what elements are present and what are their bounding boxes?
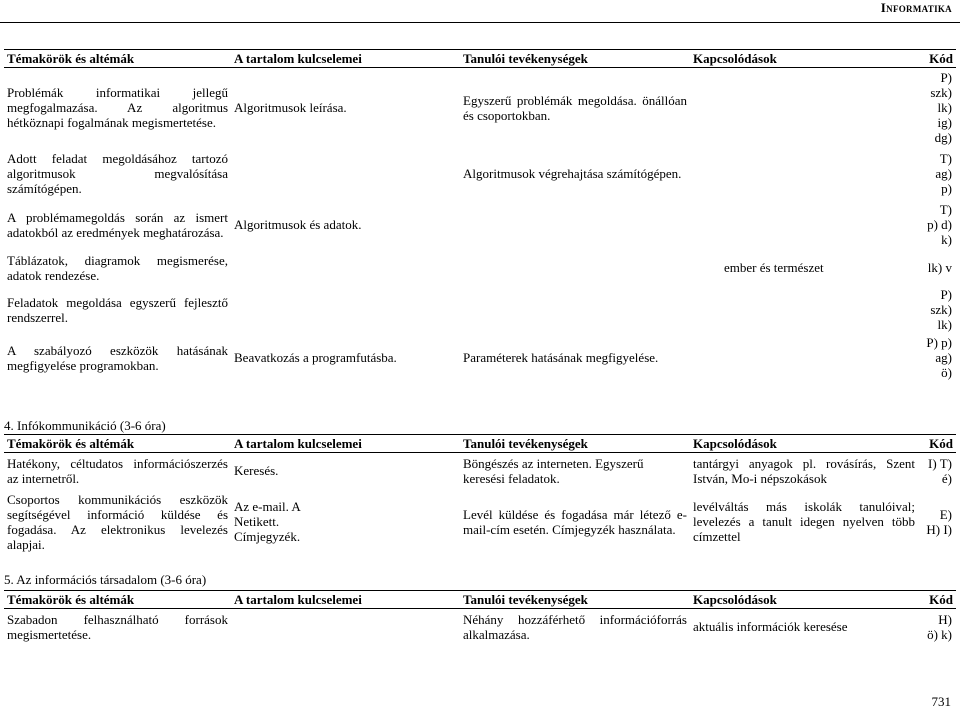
code-cell: I) T) é)	[928, 455, 952, 486]
table-row	[4, 286, 956, 334]
activity-cell: Algoritmusok végrehajtása számítógépen.	[463, 166, 682, 181]
code-cell: T) p) d) k)	[927, 202, 952, 247]
activity-cell: Böngészés az interneten. Egyszerű keresési feladatok.	[463, 455, 644, 486]
key-line: Az e-mail. A Netikett. Címjegyzék.	[234, 499, 301, 544]
code-cell: P) szk) lk) ig) dg)	[930, 70, 952, 146]
table-header-row	[4, 50, 956, 68]
col-header-links: Kapcsolódások	[690, 435, 918, 453]
key-cell: Algoritmusok és adatok.	[234, 217, 362, 232]
table-row	[4, 148, 956, 200]
table-row	[4, 68, 956, 148]
key-cell	[231, 489, 460, 555]
col-header-key-elements: A tartalom kulcselemei	[231, 591, 460, 609]
col-header-code: Kód	[918, 50, 956, 68]
col-header-key-elements: A tartalom kulcselemei	[231, 435, 460, 453]
code-cell: E) H) I)	[926, 506, 952, 537]
table-row	[4, 489, 956, 555]
topic-cell: Táblázatok, diagramok megismerése, adatok rendezése.	[7, 252, 228, 283]
key-cell: Keresés.	[234, 463, 279, 479]
key-cell	[231, 286, 460, 334]
page-number: 731	[931, 694, 951, 709]
activity-cell	[460, 200, 690, 250]
col-header-topics: Témakörök és altémák	[4, 591, 231, 609]
table-row	[4, 609, 956, 645]
activity-cell: Egyszerű problémák megoldása. önállóan és csoportokban.	[463, 92, 687, 123]
table-row	[4, 250, 956, 286]
topic-cell: Szabadon felhasználható források megismertetése.	[7, 611, 228, 642]
col-header-activities: Tanulói tevékenységek	[460, 591, 690, 609]
topic-cell: Csoportos kommunikációs eszközök segítségével információ küldése és fogadása. Az elektronikus levelezés alapjai.	[7, 491, 228, 552]
code-cell: P) p) ag) ö)	[926, 335, 952, 380]
activity-cell	[460, 250, 690, 286]
page-header	[0, 0, 960, 23]
table-row	[4, 334, 956, 382]
col-header-links: Kapcsolódások	[690, 591, 918, 609]
activity-cell: Néhány hozzáférhető információforrás alkalmazása.	[463, 611, 687, 642]
activity-cell: Paraméterek hatásának megfigyelése.	[463, 350, 659, 365]
col-header-topics: Témakörök és altémák	[4, 50, 231, 68]
links-cell: ember és természet	[724, 260, 824, 275]
table-row	[4, 200, 956, 250]
code-cell: P) szk) lk)	[930, 287, 952, 332]
links-cell	[690, 334, 918, 382]
col-header-code: Kód	[918, 435, 956, 453]
links-cell	[690, 200, 918, 250]
table-header-row	[4, 435, 956, 453]
key-cell	[231, 250, 460, 286]
code-cell: H) ö) k)	[927, 611, 952, 642]
table-row	[4, 453, 956, 489]
topic-cell: Problémák informatikai jellegű megfogalmazása. Az algoritmus hétköznapi fogalmának megismertetése.	[7, 85, 228, 131]
topic-cell: Hatékony, céltudatos információszerzés az internetről.	[7, 455, 228, 486]
information-society-table	[4, 590, 956, 645]
key-cell: Beavatkozás a programfutásba.	[234, 350, 397, 365]
section-4-title: 4. Infókommunikáció (3-6 óra)	[4, 418, 166, 433]
links-cell: tantárgyi anyagok pl. rovásírás, Szent István, Mo-i népszokások	[693, 455, 915, 486]
algorithms-table	[4, 49, 956, 382]
topic-cell: Feladatok megoldása egyszerű fejlesztő rendszerrel.	[7, 294, 228, 325]
key-cell: Algoritmusok leírása.	[234, 100, 347, 116]
code-cell: lk) v	[927, 260, 952, 275]
key-cell	[231, 148, 460, 200]
code-cell: T) ag) p)	[935, 151, 952, 196]
col-header-key-elements: A tartalom kulcselemei	[231, 50, 460, 68]
col-header-activities: Tanulói tevékenységek	[460, 50, 690, 68]
links-cell: aktuális információk keresése	[693, 619, 848, 635]
header-title: Informatika	[880, 0, 952, 15]
col-header-activities: Tanulói tevékenységek	[460, 435, 690, 453]
table-header-row	[4, 591, 956, 609]
topic-cell: A szabályozó eszközök hatásának megfigyelése programokban.	[7, 342, 228, 373]
activity-cell: Levél küldése és fogadása már létező e-mail-cím esetén. Címjegyzék használata.	[463, 506, 687, 537]
col-header-code: Kód	[918, 591, 956, 609]
links-cell	[690, 286, 918, 334]
col-header-links: Kapcsolódások	[690, 50, 918, 68]
topic-cell: Adott feladat megoldásához tartozó algoritmusok megvalósítása számítógépen.	[7, 151, 228, 196]
links-cell: levélváltás más iskolák tanulóival; levelezés a tanult idegen nyelven több címzettel	[693, 499, 915, 544]
links-cell	[690, 148, 918, 200]
topic-cell: A problémamegoldás során az ismert adatokból az eredmények meghatározása.	[7, 209, 228, 240]
section-5-title: 5. Az információs társadalom (3-6 óra)	[4, 572, 207, 587]
infocommunication-table	[4, 434, 956, 555]
links-cell	[690, 68, 918, 148]
col-header-topics: Témakörök és altémák	[4, 435, 231, 453]
activity-cell	[460, 286, 690, 334]
key-cell	[231, 609, 460, 645]
